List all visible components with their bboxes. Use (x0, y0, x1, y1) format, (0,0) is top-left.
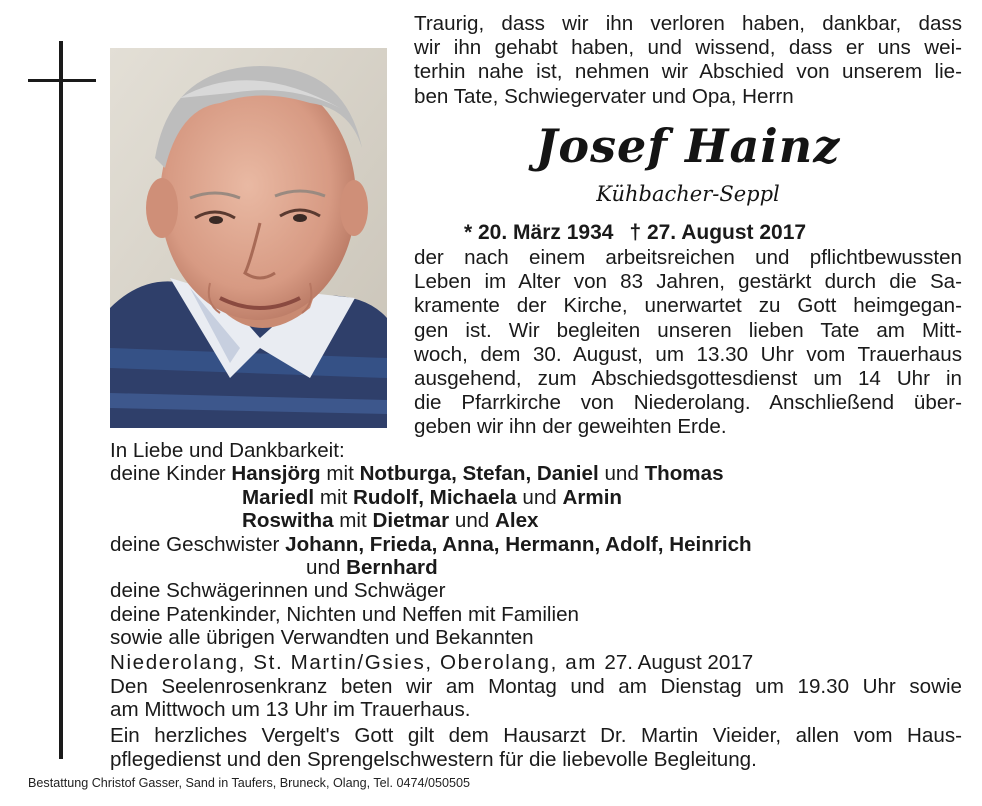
connector-text: und (604, 462, 639, 486)
body-line: geben wir ihn der geweihten Erde. (414, 415, 727, 439)
children-row (110, 462, 970, 485)
child-name: Roswitha (242, 509, 334, 533)
mourners-other: deine Patenkinder, Nichten und Neffen mit Familien (110, 602, 579, 626)
mourners-other: deine Schwägerinnen und Schwäger (110, 579, 446, 603)
child-name: Hansjörg (231, 462, 321, 486)
connector-text: und (306, 556, 341, 580)
mourners-list (110, 439, 970, 650)
body-line: ausgehend, zum Abschiedsgottesdienst um 14 Uhr in (414, 367, 962, 391)
siblings-row (110, 533, 970, 556)
deceased-name: Josef Hainz (535, 119, 841, 173)
connector-text: und (522, 485, 557, 509)
child-partners: Notburga, Stefan, Daniel (359, 462, 599, 486)
connector-text: und (454, 509, 490, 533)
children-row (110, 509, 970, 532)
siblings-label: deine Geschwister (110, 532, 280, 556)
deceased-nickname: Kühbacher-Seppl (596, 182, 780, 206)
death-date: † 27. August 2017 (629, 221, 807, 244)
place-text: Niederolang, St. Martin/Gsies, Oberolang, am (110, 651, 598, 674)
child-last: Thomas (644, 462, 724, 486)
child-name: Mariedl (242, 485, 315, 509)
funeral-info (414, 246, 962, 440)
intro-line: wir ihn gehabt haben, und wissend, dass er uns wei- (414, 36, 962, 60)
rosary-line: am Mittwoch um 13 Uhr im Trauerhaus. (110, 698, 471, 722)
child-partners: Rudolf, Michaela (353, 485, 517, 509)
body-line: woch, dem 30. August, um 13.30 Uhr vom Trauerhaus (414, 342, 962, 366)
rosary-line: Den Seelenrosenkranz beten wir am Montag und am Dienstag um 19.30 Uhr sowie (110, 675, 962, 698)
body-line: die Pfarrkirche von Niederolang. Anschließend über- (414, 391, 962, 415)
child-last: Alex (495, 509, 539, 533)
child-last: Armin (562, 485, 622, 509)
intro-text (414, 12, 962, 109)
child-partners: Dietmar (372, 509, 450, 533)
cross-icon (59, 41, 63, 759)
mourners-other: sowie alle übrigen Verwandten und Bekannten (110, 626, 534, 650)
siblings-names: Johann, Frieda, Anna, Hermann, Adolf, Heinrich (285, 532, 752, 556)
children-label: deine Kinder (110, 462, 226, 486)
body-line: der nach einem arbeitsreichen und pflichtbewussten (414, 246, 962, 269)
intro-line: Traurig, dass wir ihn verloren haben, dankbar, dass (414, 12, 962, 35)
connector-text: mit (319, 485, 348, 509)
siblings-last: Bernhard (346, 556, 438, 580)
intro-line: ben Tate, Schwiegervater und Opa, Herrn (414, 84, 794, 108)
connector-text: mit (339, 509, 367, 533)
thanks-line: pflegedienst und den Sprengelschwestern für die liebevolle Begleitung. (110, 747, 757, 771)
body-line: gen ist. Wir begleiten unseren lieben Tate am Mitt- (414, 318, 962, 342)
place-date-line (110, 651, 970, 675)
thanks-line: Ein herzliches Vergelt's Gott gilt dem Hausarzt Dr. Martin Vieider, allen vom Haus- (110, 724, 962, 748)
funeral-home-footer: Bestattung Christof Gasser, Sand in Taufers, Bruneck, Olang, Tel. 0474/050505 (28, 776, 470, 790)
life-dates (464, 220, 884, 246)
intro-line: terhin nahe ist, nehmen wir Abschied von unserem lie- (414, 60, 962, 84)
mourners-opening: In Liebe und Dankbarkeit: (110, 439, 345, 462)
portrait-photo (110, 48, 387, 428)
cross-icon-bar (28, 79, 96, 82)
closing-text (110, 675, 962, 771)
birth-date: * 20. März 1934 (464, 221, 614, 244)
place-date: 27. August 2017 (604, 651, 754, 674)
connector-text: mit (326, 462, 354, 486)
body-line: Leben im Alter von 83 Jahren, gestärkt durch die Sa- (414, 270, 962, 294)
body-line: kramente der Kirche, unerwartet zu Gott heimgegan- (414, 294, 962, 318)
children-row (110, 486, 970, 509)
siblings-row (110, 556, 970, 579)
